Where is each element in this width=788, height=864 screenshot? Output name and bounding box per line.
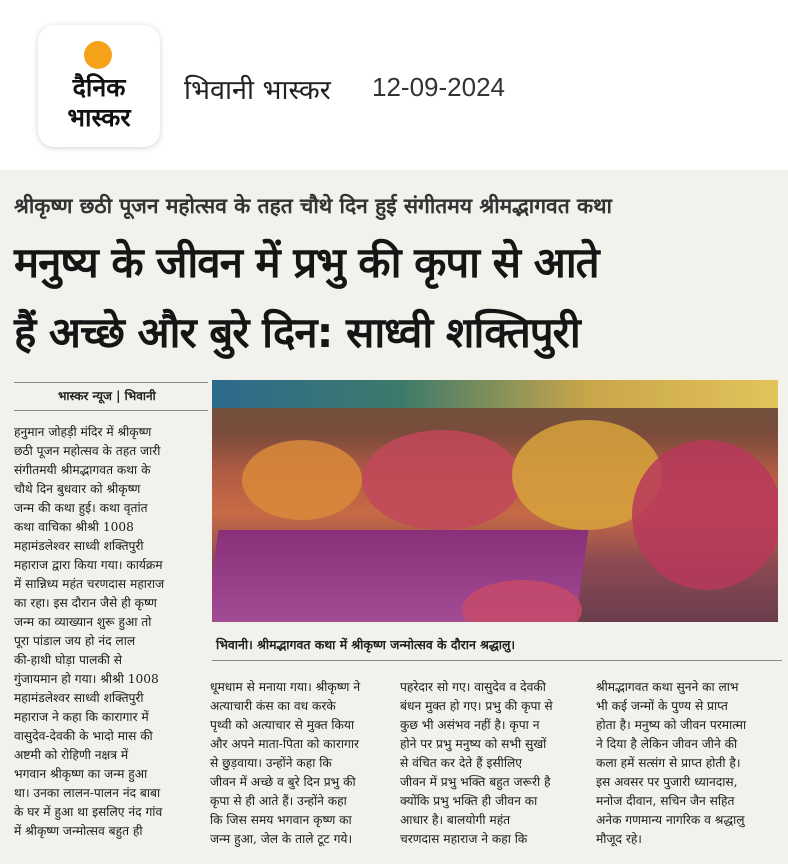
article-text-line: मौजूद रहे। — [596, 832, 642, 846]
article-text-line: महामंडलेश्वर साध्वी शक्तिपुरी — [14, 539, 144, 553]
article-text-line: महामंडलेश्वर साध्वी शक्तिपुरी — [14, 691, 144, 705]
article-text-line: कि जिस समय भगवान कृष्ण का — [210, 813, 352, 827]
article-text-line: भी कई जन्मों के पुण्य से प्राप्त — [596, 699, 728, 713]
event-photo[interactable] — [212, 380, 778, 622]
article-text-line: श्रीमद्भागवत कथा सुनने का लाभ — [596, 680, 739, 694]
sun-icon — [84, 41, 112, 69]
edition-date: 12-09-2024 — [372, 72, 505, 102]
article-text-line: जन्म हुआ, जेल के ताले टूट गये। — [210, 832, 353, 846]
article-text-line: के घर में हुआ था इसलिए नंद गांव — [14, 805, 163, 819]
article-text-line: जन्म की कथा हुई। कथा वृतांत — [14, 501, 148, 515]
article-text-line: कला हमें सत्संग से प्राप्त होती है। — [596, 756, 741, 770]
photo-crowd — [242, 440, 362, 520]
photo-crowd — [632, 440, 778, 590]
article-column-3 — [400, 678, 586, 849]
article-column-1 — [14, 423, 208, 841]
article-text-line: पूरा पांडाल जय हो नंद लाल — [14, 634, 136, 648]
logo-line-2: भास्कर — [67, 103, 131, 132]
article-text-line: से वंचित कर देते हैं इसीलिए — [400, 756, 523, 770]
article-text-line: गुंजायमान हो गया। श्रीश्री 1008 — [14, 672, 159, 686]
divider — [212, 660, 782, 661]
article-text-line: में श्रीकृष्ण जन्मोत्सव बहुत ही — [14, 824, 143, 838]
article-text-line: था। उनका लालन-पालन नंद बाबा — [14, 786, 161, 800]
article-text-line: से छुड़वाया। उन्होंने कहा कि — [210, 756, 332, 770]
article-text-line: संगीतमयी श्रीमद्भागवत कथा के — [14, 463, 151, 477]
app-header — [0, 0, 788, 160]
byline: भास्कर न्यूज | भिवानी — [58, 389, 156, 403]
article-text-line: कुछ भी असंभव नहीं है। कृपा न — [400, 718, 540, 732]
article-text-line: चरणदास महाराज ने कहा कि — [400, 832, 528, 846]
article-text-line: वासुदेव-देवकी के भादो मास की — [14, 729, 153, 743]
article-text-line: महाराज द्वारा किया गया। कार्यक्रम — [14, 558, 163, 572]
article-text-line: इस अवसर पर पुजारी ध्यानदास, — [596, 775, 738, 789]
divider — [14, 410, 208, 411]
article-text-line: कृपा से ही आते हैं। उन्होंने कहा — [210, 794, 347, 808]
logo-line-1: दैनिक — [72, 73, 126, 102]
article-text-line: होता है। मनुष्य को जीवन परमात्मा — [596, 718, 747, 732]
article-text-line: और अपने माता-पिता को कारागार — [210, 737, 359, 751]
dainik-bhaskar-logo[interactable] — [38, 25, 160, 147]
article-text-line: अनेक गणमान्य नागरिक व श्रद्धालु — [596, 813, 745, 827]
article-text-line: आधार है। बालयोगी महंत — [400, 813, 511, 827]
photo-caption: भिवानी। श्रीमद्भागवत कथा में श्रीकृष्ण जन्मोत्सव के दौरान श्रद्धालु। — [216, 637, 516, 652]
headline-line-2: हैं अच्छे और बुरे दिन: साध्वी शक्तिपुरी — [14, 308, 580, 357]
photo-crowd — [362, 430, 522, 530]
article-text-line: महाराज ने कहा कि कारागार में — [14, 710, 149, 724]
article-text-line: अष्टमी को रोहिणी नक्षत्र में — [14, 748, 129, 762]
article-text-line: बंधन मुक्त हो गए। प्रभु की कृपा से — [400, 699, 553, 713]
article-text-line: जन्म का व्याख्यान शुरू हुआ तो — [14, 615, 152, 629]
article-text-line: होने पर प्रभु मनुष्य को सभी सुखों — [400, 737, 547, 751]
article-kicker: श्रीकृष्ण छठी पूजन महोत्सव के तहत चौथे दिन हुई संगीतमय श्रीमद्भागवत कथा — [14, 194, 612, 218]
article-column-2 — [210, 678, 390, 849]
headline-line-1: मनुष्य के जीवन में प्रभु की कृपा से आते — [14, 238, 599, 287]
article-text-line: चौथे दिन बुधवार को श्रीकृष्ण — [14, 482, 141, 496]
article-text-line: अत्याचारी कंस का वध करके — [210, 699, 336, 713]
article-text-line: छठी पूजन महोत्सव के तहत जारी — [14, 444, 161, 458]
article-text-line: में सान्निध्य महंत चरणदास महाराज — [14, 577, 165, 591]
article-text-line: हनुमान जोहड़ी मंदिर में श्रीकृष्ण — [14, 425, 152, 439]
article-text-line: जीवन में अच्छे व बुरे दिन प्रभु की — [210, 775, 356, 789]
edition-name: भिवानी भास्कर — [184, 75, 331, 106]
article-text-line: मनोज दीवान, सचिन जैन सहित — [596, 794, 735, 808]
article-text-line: भगवान श्रीकृष्ण का जन्म हुआ — [14, 767, 148, 781]
article-text-line: धूमधाम से मनाया गया। श्रीकृष्ण ने — [210, 680, 361, 694]
article-text-line: कथा वाचिका श्रीश्री 1008 — [14, 520, 134, 534]
article-text-line: ने दिया है लेकिन जीवन जीने की — [596, 737, 738, 751]
article-text-line: जीवन में प्रभु भक्ति बहुत जरूरी है — [400, 775, 551, 789]
article-text-line: पहरेदार सो गए। वासुदेव व देवकी — [400, 680, 546, 694]
article-text-line: क्योंकि प्रभु भक्ति ही जीवन का — [400, 794, 538, 808]
divider — [14, 382, 208, 383]
article-text-line: पृथ्वी को अत्याचार से मुक्त किया — [210, 718, 355, 732]
photo-backdrop — [212, 380, 778, 408]
article-column-4 — [596, 678, 782, 849]
article-text-line: का रहा। इस दौरान जैसे ही कृष्ण — [14, 596, 157, 610]
article-text-line: की-हाथी घोड़ा पालकी से — [14, 653, 122, 667]
